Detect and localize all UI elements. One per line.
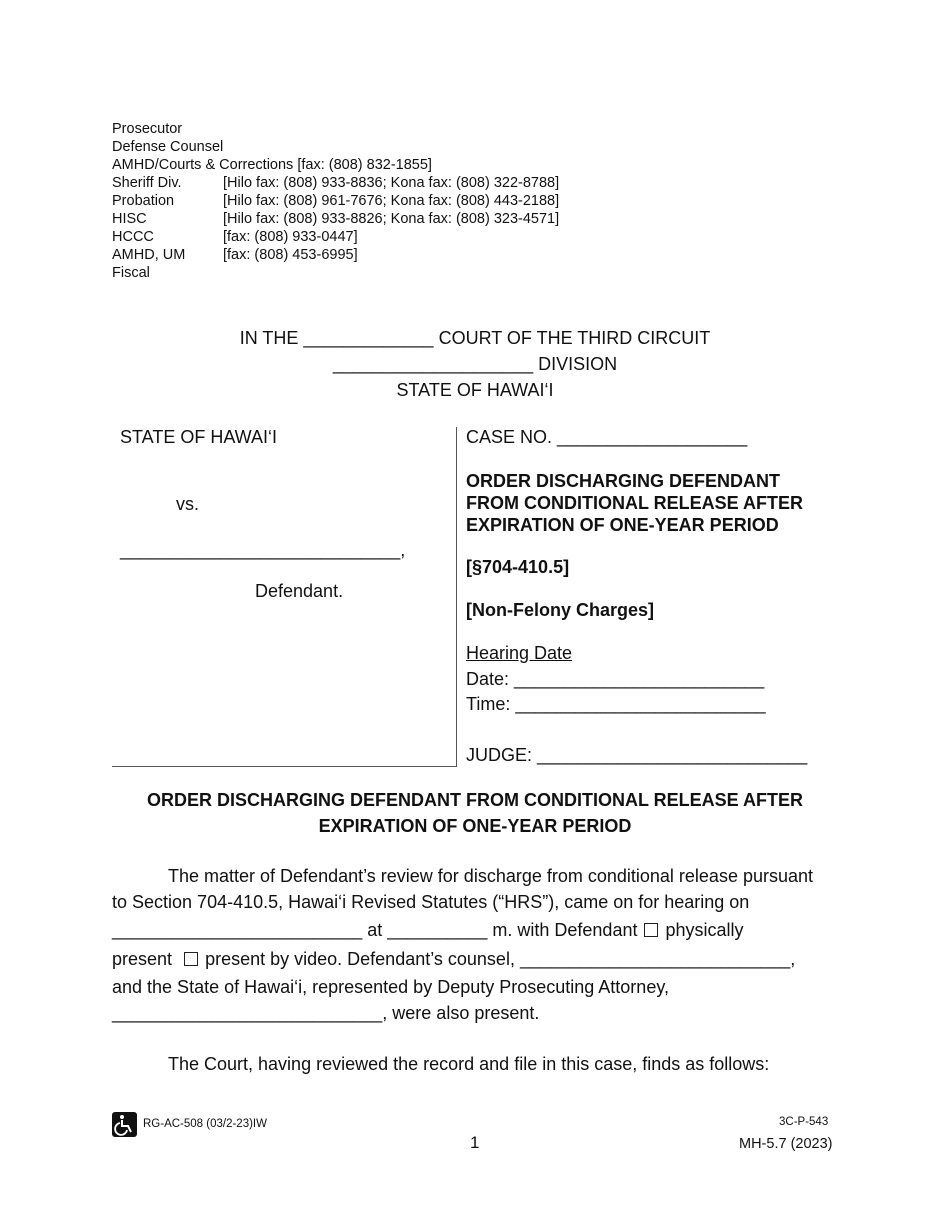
order-title-line: ORDER DISCHARGING DEFENDANT FROM CONDITIONAL RELEASE AFTER xyxy=(146,790,803,810)
caption-title-line: EXPIRATION OF ONE-YEAR PERIOD xyxy=(466,515,779,535)
statute-reference: [§704-410.5] xyxy=(466,557,570,577)
video-present-checkbox[interactable] xyxy=(184,952,198,966)
dist-fax: [Hilo fax: (808) 961-7676; Kona fax: (808) 443-2188] xyxy=(223,193,560,209)
dist-fax: [Hilo fax: (808) 933-8826; Kona fax: (808) 323-4571] xyxy=(223,211,560,227)
dist-label: Fiscal xyxy=(112,265,150,281)
body-line: to Section 704-410.5, Hawai‘i Revised Statutes (“HRS”), came on for hearing on xyxy=(112,892,750,912)
dist-label: Probation xyxy=(112,193,175,209)
plaintiff-name: STATE OF HAWAI‘I xyxy=(120,427,277,447)
dist-label: Sheriff Div. xyxy=(112,175,182,191)
dist-fax: [Hilo fax: (808) 933-8836; Kona fax: (808) 322-8788] xyxy=(223,175,560,191)
versus-text: vs. xyxy=(176,494,200,514)
findings-intro: The Court, having reviewed the record and file in this case, finds as follows: xyxy=(168,1054,770,1074)
dist-label: Defense Counsel xyxy=(112,139,224,155)
form-code-secondary: MH-5.7 (2023) xyxy=(739,1136,833,1152)
judge-field: JUDGE: ___________________________ xyxy=(466,745,808,765)
order-title-line: EXPIRATION OF ONE-YEAR PERIOD xyxy=(318,816,632,836)
dist-label: HCCC xyxy=(112,229,154,245)
page-number: 1 xyxy=(470,1133,480,1152)
division-line: ____________________ DIVISION xyxy=(332,354,618,374)
hearing-date-field: Date: _________________________ xyxy=(466,669,765,689)
case-number: CASE NO. ___________________ xyxy=(466,427,748,447)
caption-divider xyxy=(456,427,457,767)
caption-title-line: FROM CONDITIONAL RELEASE AFTER xyxy=(466,493,803,513)
hearing-date-label: Hearing Date xyxy=(466,643,573,663)
charges-label: [Non-Felony Charges] xyxy=(466,600,655,620)
caption-title-line: ORDER DISCHARGING DEFENDANT xyxy=(466,471,781,491)
hearing-time-field: Time: _________________________ xyxy=(466,694,766,714)
defendant-name-blank: ____________________________, xyxy=(120,540,406,560)
dist-label: AMHD/Courts & Corrections [fax: (808) 832-1855] xyxy=(112,157,432,173)
state-line: STATE OF HAWAI‘I xyxy=(396,380,554,400)
body-line: _________________________ at __________ m. with Defendant physically xyxy=(112,920,744,940)
physically-present-checkbox[interactable] xyxy=(644,923,658,937)
body-line: ___________________________, were also present. xyxy=(112,1003,540,1023)
body-line: The matter of Defendant’s review for discharge from conditional release pursuant xyxy=(168,866,814,886)
body-line: and the State of Hawai‘i, represented by Deputy Prosecuting Attorney, xyxy=(112,977,669,997)
defendant-label: Defendant. xyxy=(255,581,344,601)
court-line: IN THE _____________ COURT OF THE THIRD CIRCUIT xyxy=(239,328,711,348)
dist-label: HISC xyxy=(112,211,147,227)
body-line: present present by video. Defendant’s counsel, ___________________________, xyxy=(112,949,796,969)
dist-fax: [fax: (808) 453-6995] xyxy=(223,247,358,263)
dist-fax: [fax: (808) 933-0447] xyxy=(223,229,358,245)
dist-label: Prosecutor xyxy=(112,121,183,137)
caption-underline xyxy=(112,766,456,767)
form-id: RG-AC-508 (03/2-23)IW xyxy=(143,1118,267,1130)
form-code: 3C-P-543 xyxy=(779,1116,829,1128)
dist-label: AMHD, UM xyxy=(112,247,186,263)
accessibility-wheelchair-icon xyxy=(112,1112,137,1137)
